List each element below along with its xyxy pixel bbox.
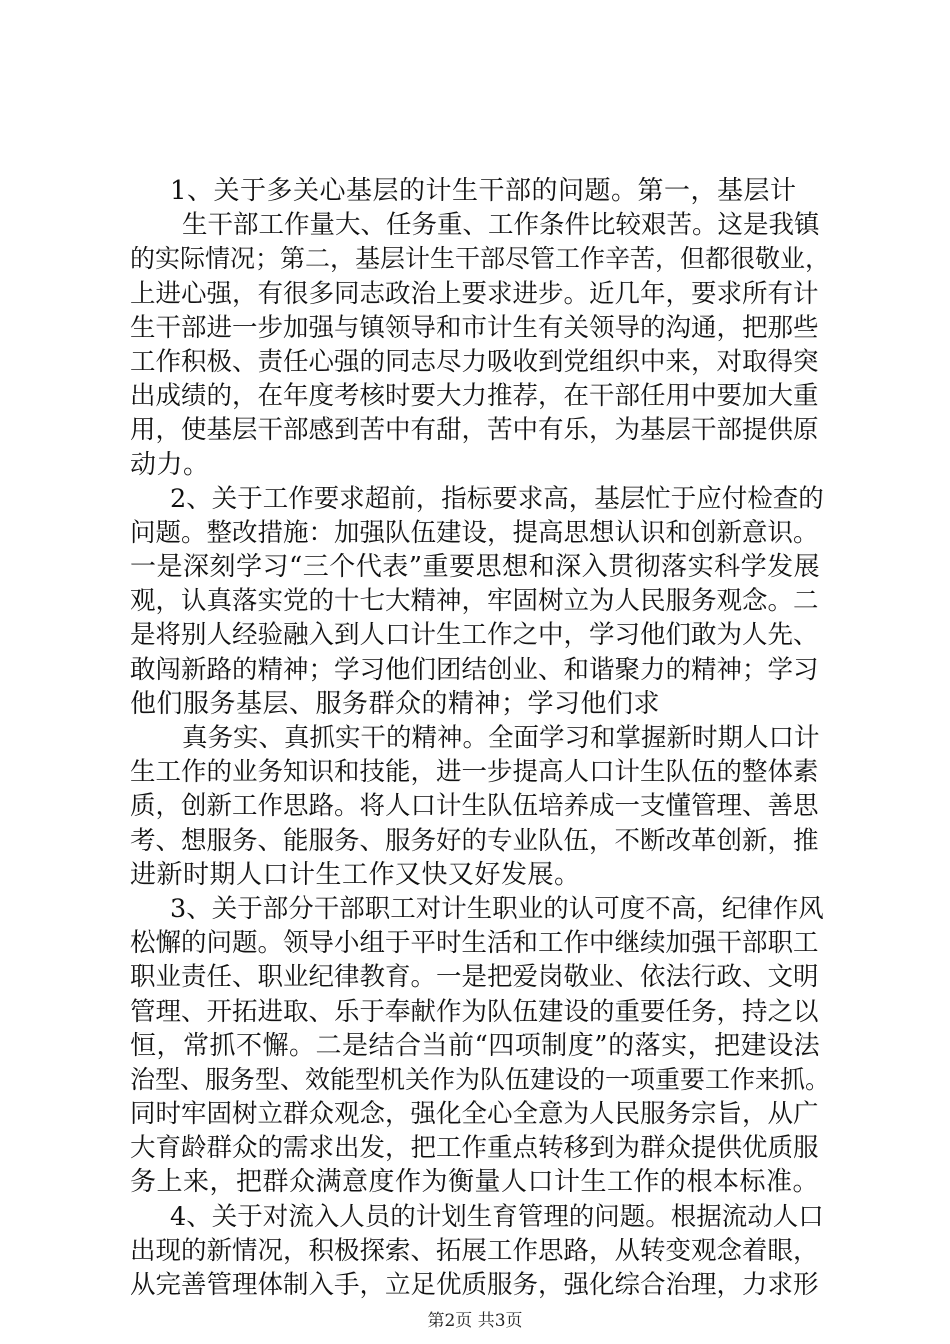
text-line: 1、关于多关心基层的计生干部的问题。第一，基层计 xyxy=(170,176,797,206)
text-line: 工作积极、责任心强的同志尽力吸收到党组织中来，对取得突 xyxy=(130,346,819,377)
text-line: 出现的新情况，积极探索、拓展工作思路，从转变观念着眼， xyxy=(130,1235,819,1266)
text-line: 生干部工作量大、任务重、工作条件比较艰苦。这是我镇 xyxy=(182,210,820,241)
text-line: 管理、开拓进取、乐于奉献作为队伍建设的重要任务，持之以 xyxy=(130,996,819,1027)
text-line: 4、关于对流入人员的计划生育管理的问题。根据流动人口 xyxy=(170,1201,824,1232)
text-line: 职业责任、职业纪律教育。一是把爱岗敬业、依法行政、文明 xyxy=(130,962,819,993)
text-line: 大育龄群众的需求出发，把工作重点转移到为群众提供优质服 xyxy=(130,1133,819,1164)
text-line: 的实际情况；第二，基层计生干部尽管工作辛苦，但都很敬业， xyxy=(130,244,831,274)
text-line: 一是深刻学习“三个代表”重要思想和深入贯彻落实科学发展 xyxy=(130,552,821,583)
text-line: 恒，常抓不懈。二是结合当前“四项制度”的落实，把建设法 xyxy=(130,1030,821,1061)
text-line: 质，创新工作思路。将人口计生队伍培养成一支懂管理、善思 xyxy=(130,791,819,822)
text-line: 考、想服务、能服务、服务好的专业队伍，不断改革创新，推 xyxy=(130,825,819,856)
text-line: 是将别人经验融入到人口计生工作之中，学习他们敢为人先、 xyxy=(130,620,819,651)
page-footer: 第2页 共3页 xyxy=(427,1311,523,1331)
text-line: 同时牢固树立群众观念，强化全心全意为人民服务宗旨，从广 xyxy=(130,1099,819,1130)
text-line: 3、关于部分干部职工对计生职业的认可度不高，纪律作风 xyxy=(170,893,824,924)
text-line: 真务实、真抓实干的精神。全面学习和掌握新时期人口计 xyxy=(182,723,820,753)
text-line: 生工作的业务知识和技能，进一步提高人口计生队伍的整体素 xyxy=(130,757,819,788)
text-line: 2、关于工作要求超前，指标要求高，基层忙于应付检查的 xyxy=(170,483,824,514)
text-line: 务上来，把群众满意度作为衡量人口计生工作的根本标准。 xyxy=(130,1167,820,1198)
text-line: 动力。 xyxy=(130,449,210,480)
text-line: 进新时期人口计生工作又快又好发展。 xyxy=(130,859,581,890)
text-line: 观，认真落实党的十七大精神，牢固树立为人民服务观念。二 xyxy=(130,586,819,617)
text-line: 从完善管理体制入手，立足优质服务，强化综合治理，力求形 xyxy=(130,1270,819,1300)
text-line: 用，使基层干部感到苦中有甜，苦中有乐，为基层干部提供原 xyxy=(130,415,819,446)
document-body xyxy=(130,174,830,1302)
text-line: 他们服务基层、服务群众的精神；学习他们求 xyxy=(130,688,661,719)
text-line: 敢闯新路的精神；学习他们团结创业、和谐聚力的精神；学习 xyxy=(130,654,819,685)
text-line: 松懈的问题。领导小组于平时生活和工作中继续加强干部职工 xyxy=(130,928,819,959)
text-line: 上进心强，有很多同志政治上要求进步。近几年，要求所有计 xyxy=(130,278,819,309)
text-line: 治型、服务型、效能型机关作为队伍建设的一项重要工作来抓。 xyxy=(130,1064,831,1094)
text-line: 生干部进一步加强与镇领导和市计生有关领导的沟通，把那些 xyxy=(130,312,819,343)
text-line: 出成绩的，在年度考核时要大力推荐，在干部任用中要加大重 xyxy=(130,381,819,412)
text-line: 问题。整改措施：加强队伍建设，提高思想认识和创新意识。 xyxy=(130,517,819,548)
